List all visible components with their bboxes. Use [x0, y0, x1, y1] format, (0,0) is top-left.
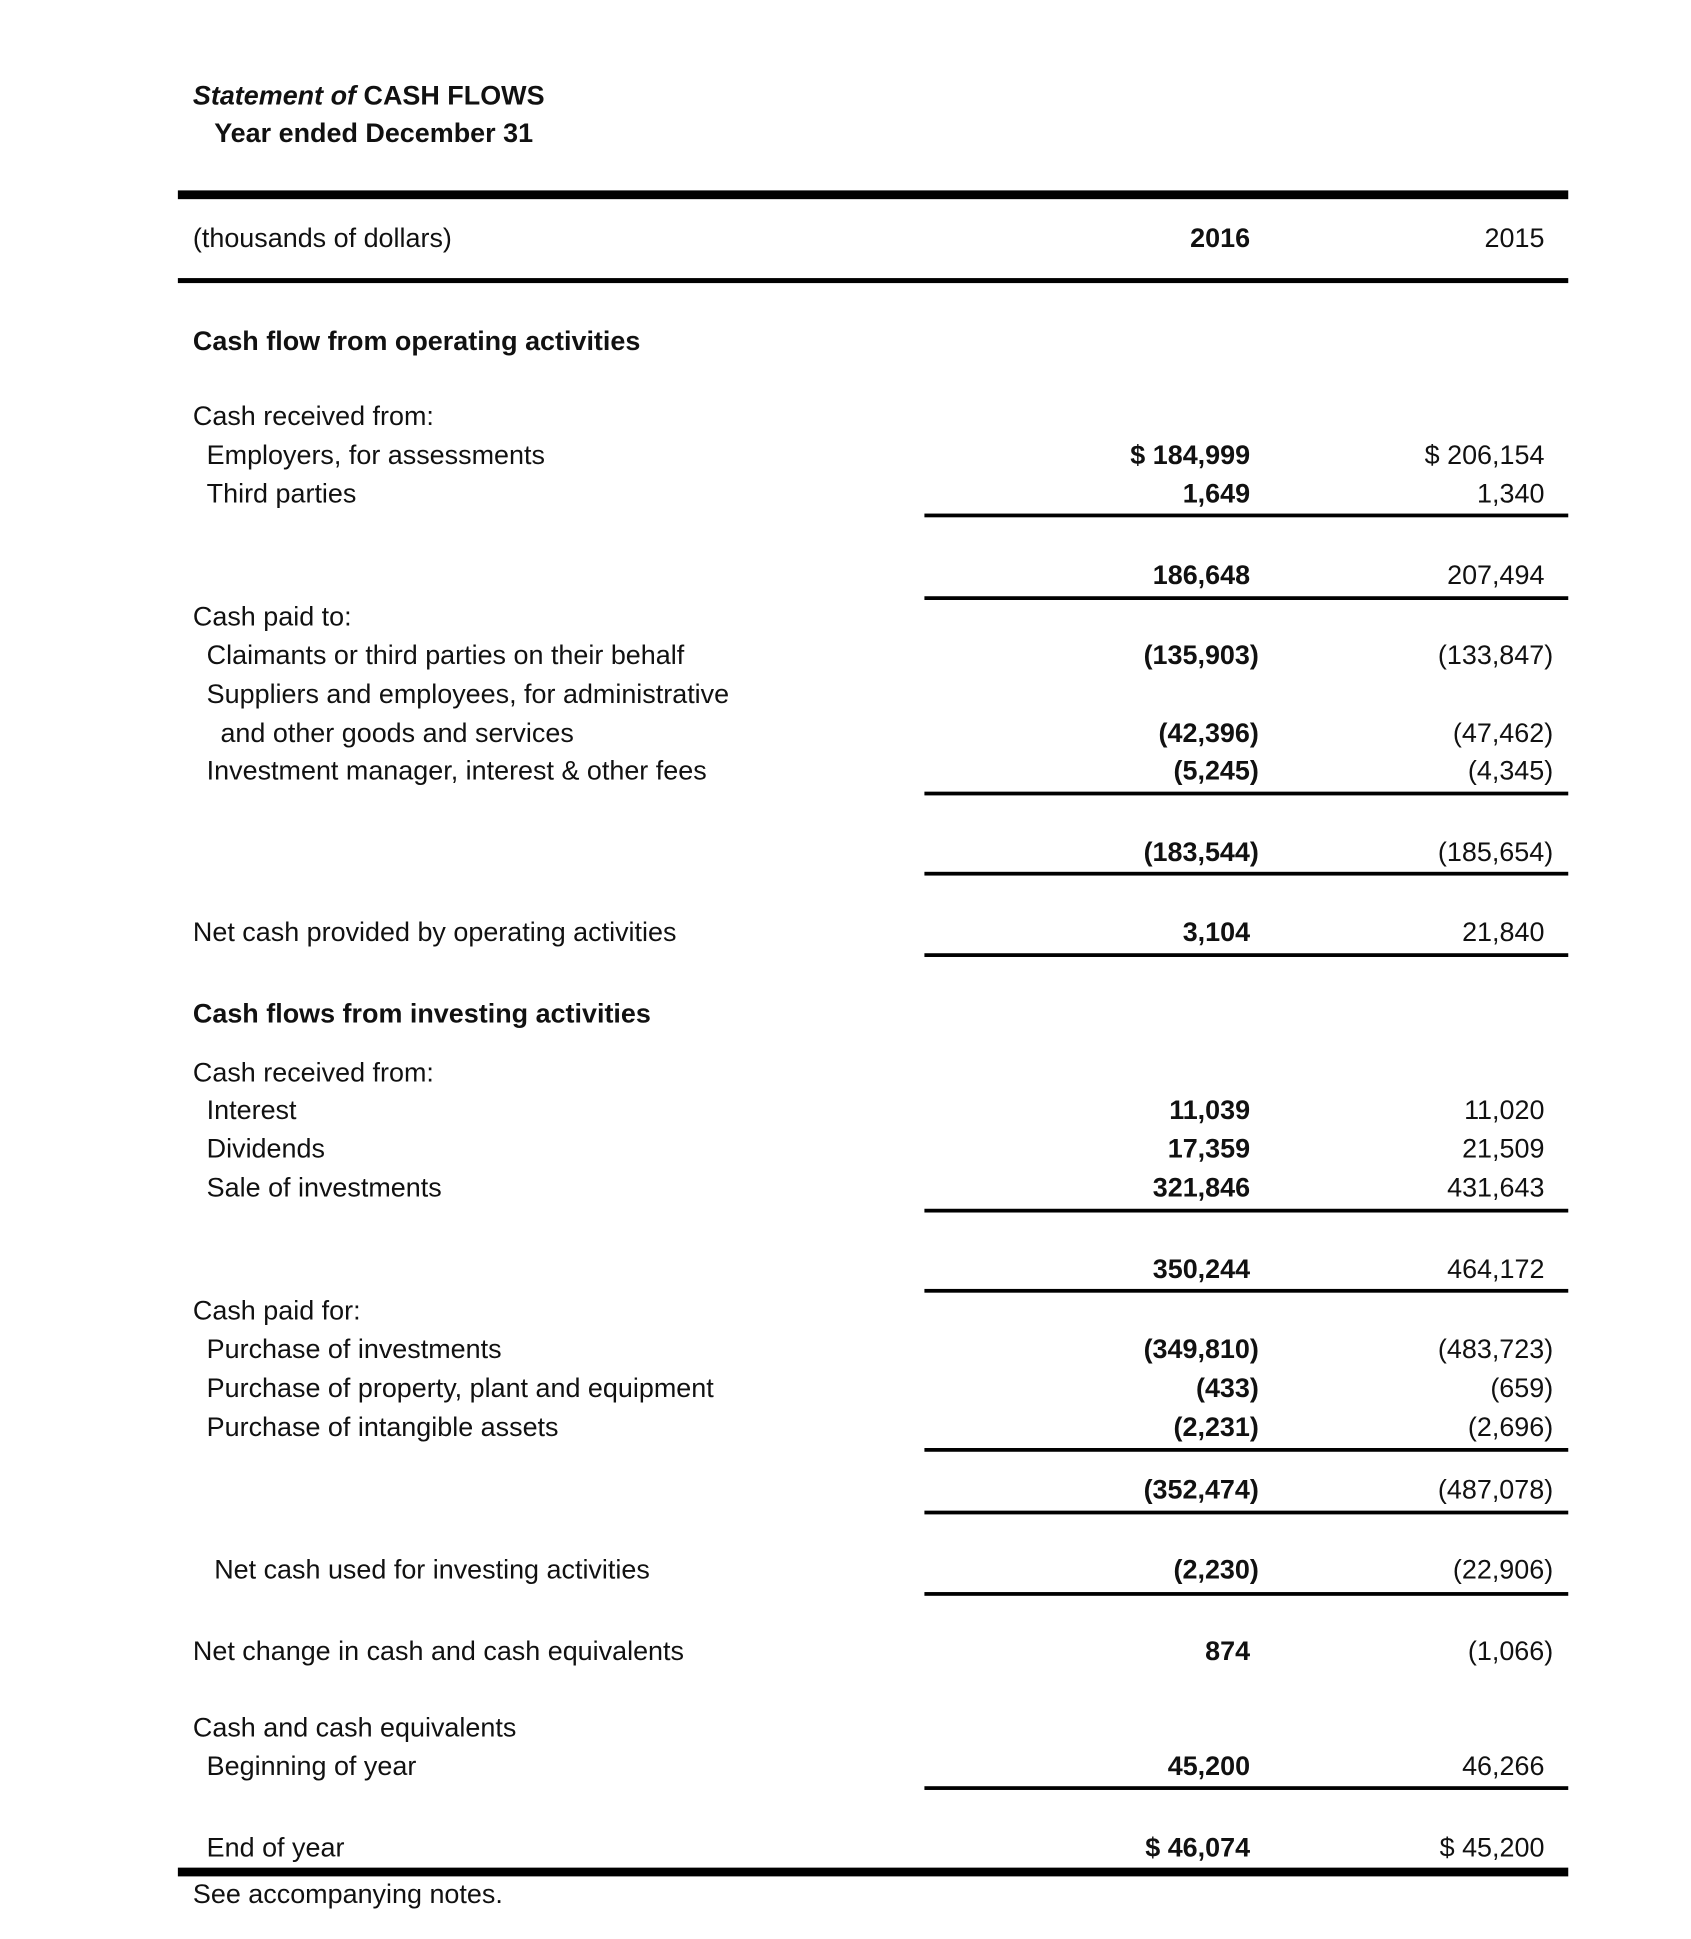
- value-text: 3,104: [1182, 917, 1251, 948]
- value-text: (133,847): [1437, 640, 1554, 671]
- value-text: 11,039: [1169, 1095, 1251, 1126]
- title-main: CASH FLOWS: [363, 80, 545, 111]
- value-2016: [1000, 1172, 1251, 1203]
- value-2015: [1294, 1474, 1554, 1505]
- top-rule: [178, 190, 1568, 199]
- value-text: 1,649: [1182, 478, 1251, 509]
- column-header-2016: 2016: [1190, 223, 1251, 254]
- value-text: 11,020: [1464, 1095, 1545, 1126]
- total-rule: [924, 596, 1568, 600]
- total-rule: [924, 514, 1568, 518]
- value-text: 21,840: [1462, 917, 1545, 948]
- value-text: (185,654): [1437, 837, 1554, 868]
- value-text: 17,359: [1167, 1133, 1251, 1164]
- row-label: and other goods and services: [220, 718, 574, 749]
- value-2016: [1000, 1334, 1259, 1365]
- value-text: 874: [1205, 1636, 1251, 1667]
- value-2016: [1000, 478, 1251, 509]
- value-2015: [1294, 1334, 1554, 1365]
- value-text: 431,643: [1447, 1172, 1545, 1203]
- value-text: (659): [1490, 1373, 1554, 1404]
- value-2015: [1294, 1832, 1545, 1863]
- units-label: (thousands of dollars): [192, 223, 452, 254]
- row-label: Dividends: [206, 1133, 325, 1164]
- value-text: (2,230): [1173, 1554, 1259, 1585]
- value-2016: [1000, 718, 1259, 749]
- total-rule: [924, 872, 1568, 876]
- column-header-2015: 2015: [1484, 223, 1545, 254]
- row-label: Sale of investments: [206, 1172, 442, 1203]
- value-2016: [1000, 439, 1251, 471]
- row-label: Investment manager, interest & other fees: [206, 755, 707, 786]
- row-label: Cash paid for:: [192, 1295, 361, 1326]
- value-text: 21,509: [1462, 1133, 1545, 1164]
- value-text: 207,494: [1447, 560, 1545, 591]
- value-text: (352,474): [1143, 1474, 1259, 1505]
- section-heading: Cash flows from investing activities: [192, 998, 651, 1029]
- row-label: Purchase of intangible assets: [206, 1411, 559, 1443]
- value-2016: [1000, 1751, 1251, 1782]
- row-label: Cash paid to:: [192, 601, 352, 632]
- value-text: $ 206,154: [1424, 439, 1545, 471]
- row-label: Third parties: [206, 478, 357, 509]
- value-2015: [1294, 1373, 1554, 1404]
- value-2016: [1000, 1636, 1251, 1667]
- total-rule: [924, 792, 1568, 796]
- value-text: (2,231): [1173, 1411, 1259, 1443]
- statement-title: [192, 80, 545, 111]
- value-text: (135,903): [1143, 640, 1259, 671]
- value-text: (22,906): [1452, 1554, 1554, 1585]
- value-2015: [1294, 1636, 1554, 1667]
- value-2016: [1000, 1133, 1251, 1164]
- value-text: (2,696): [1467, 1411, 1554, 1443]
- row-label: Net change in cash and cash equivalents: [192, 1636, 684, 1667]
- row-label: Employers, for assessments: [206, 439, 545, 471]
- value-2016: [1000, 1254, 1251, 1285]
- row-label: Net cash provided by operating activities: [192, 917, 677, 948]
- value-text: 321,846: [1152, 1172, 1251, 1203]
- row-label: Purchase of investments: [206, 1334, 502, 1365]
- row-label: End of year: [206, 1832, 345, 1863]
- value-text: 46,266: [1462, 1751, 1545, 1782]
- value-2015: [1294, 1411, 1554, 1443]
- value-text: (4,345): [1467, 755, 1554, 786]
- value-text: 186,648: [1152, 560, 1251, 591]
- value-2016: [1000, 755, 1259, 786]
- value-text: (483,723): [1437, 1334, 1554, 1365]
- total-rule: [924, 953, 1568, 957]
- value-text: (42,396): [1158, 718, 1259, 749]
- value-2016: [1000, 560, 1251, 591]
- row-label: Interest: [206, 1095, 297, 1126]
- row-label: Cash received from:: [192, 1057, 434, 1088]
- value-2015: [1294, 1751, 1545, 1782]
- value-text: (183,544): [1143, 837, 1259, 868]
- row-label: Net cash used for investing activities: [214, 1554, 650, 1585]
- value-text: 1,340: [1477, 478, 1545, 509]
- value-text: (433): [1195, 1373, 1259, 1404]
- value-2015: [1294, 718, 1554, 749]
- value-2016: [1000, 1411, 1259, 1443]
- value-text: (47,462): [1452, 718, 1554, 749]
- total-rule: [924, 1786, 1568, 1790]
- row-label: Suppliers and employees, for administrative: [206, 679, 730, 710]
- value-2016: [1000, 1832, 1251, 1863]
- value-2016: [1000, 1474, 1259, 1505]
- value-2015: [1294, 1554, 1554, 1585]
- total-rule: [924, 1592, 1568, 1596]
- bottom-rule: [178, 1868, 1568, 1877]
- total-rule: [924, 1209, 1568, 1213]
- statement-subtitle: Year ended December 31: [214, 118, 534, 149]
- value-text: (487,078): [1437, 1474, 1554, 1505]
- value-text: $ 184,999: [1130, 439, 1251, 471]
- row-label: Claimants or third parties on their behalf: [206, 640, 685, 671]
- row-label: Cash and cash equivalents: [192, 1712, 517, 1743]
- value-text: (349,810): [1143, 1334, 1259, 1365]
- value-2015: [1294, 1254, 1545, 1285]
- value-text: 350,244: [1152, 1254, 1251, 1285]
- value-2015: [1294, 917, 1545, 948]
- total-rule: [924, 1511, 1568, 1515]
- value-2016: [1000, 1554, 1259, 1585]
- value-2016: [1000, 1095, 1251, 1126]
- value-2015: [1294, 837, 1554, 868]
- title-italic: Statement of: [192, 80, 357, 111]
- value-2015: [1294, 1095, 1545, 1126]
- value-2015: [1294, 1172, 1545, 1203]
- total-rule: [924, 1448, 1568, 1452]
- value-text: (5,245): [1173, 755, 1259, 786]
- value-2015: [1294, 478, 1545, 509]
- value-text: $ 45,200: [1439, 1832, 1545, 1863]
- total-rule: [924, 1289, 1568, 1293]
- value-text: (1,066): [1467, 1636, 1554, 1667]
- value-2016: [1000, 917, 1251, 948]
- value-text: $ 46,074: [1145, 1832, 1251, 1863]
- value-2016: [1000, 837, 1259, 868]
- row-label: Cash received from:: [192, 401, 434, 432]
- value-2016: [1000, 640, 1259, 671]
- value-2016: [1000, 1373, 1259, 1404]
- value-2015: [1294, 640, 1554, 671]
- value-text: 464,172: [1447, 1254, 1545, 1285]
- header-rule: [178, 278, 1568, 283]
- row-label: Beginning of year: [206, 1751, 417, 1782]
- value-2015: [1294, 1133, 1545, 1164]
- value-text: 45,200: [1167, 1751, 1251, 1782]
- row-label: Purchase of property, plant and equipment: [206, 1373, 714, 1404]
- value-2015: [1294, 755, 1554, 786]
- value-2015: [1294, 560, 1545, 591]
- footer-note: See accompanying notes.: [192, 1879, 503, 1910]
- value-2015: [1294, 439, 1545, 471]
- section-heading: Cash flow from operating activities: [192, 325, 641, 357]
